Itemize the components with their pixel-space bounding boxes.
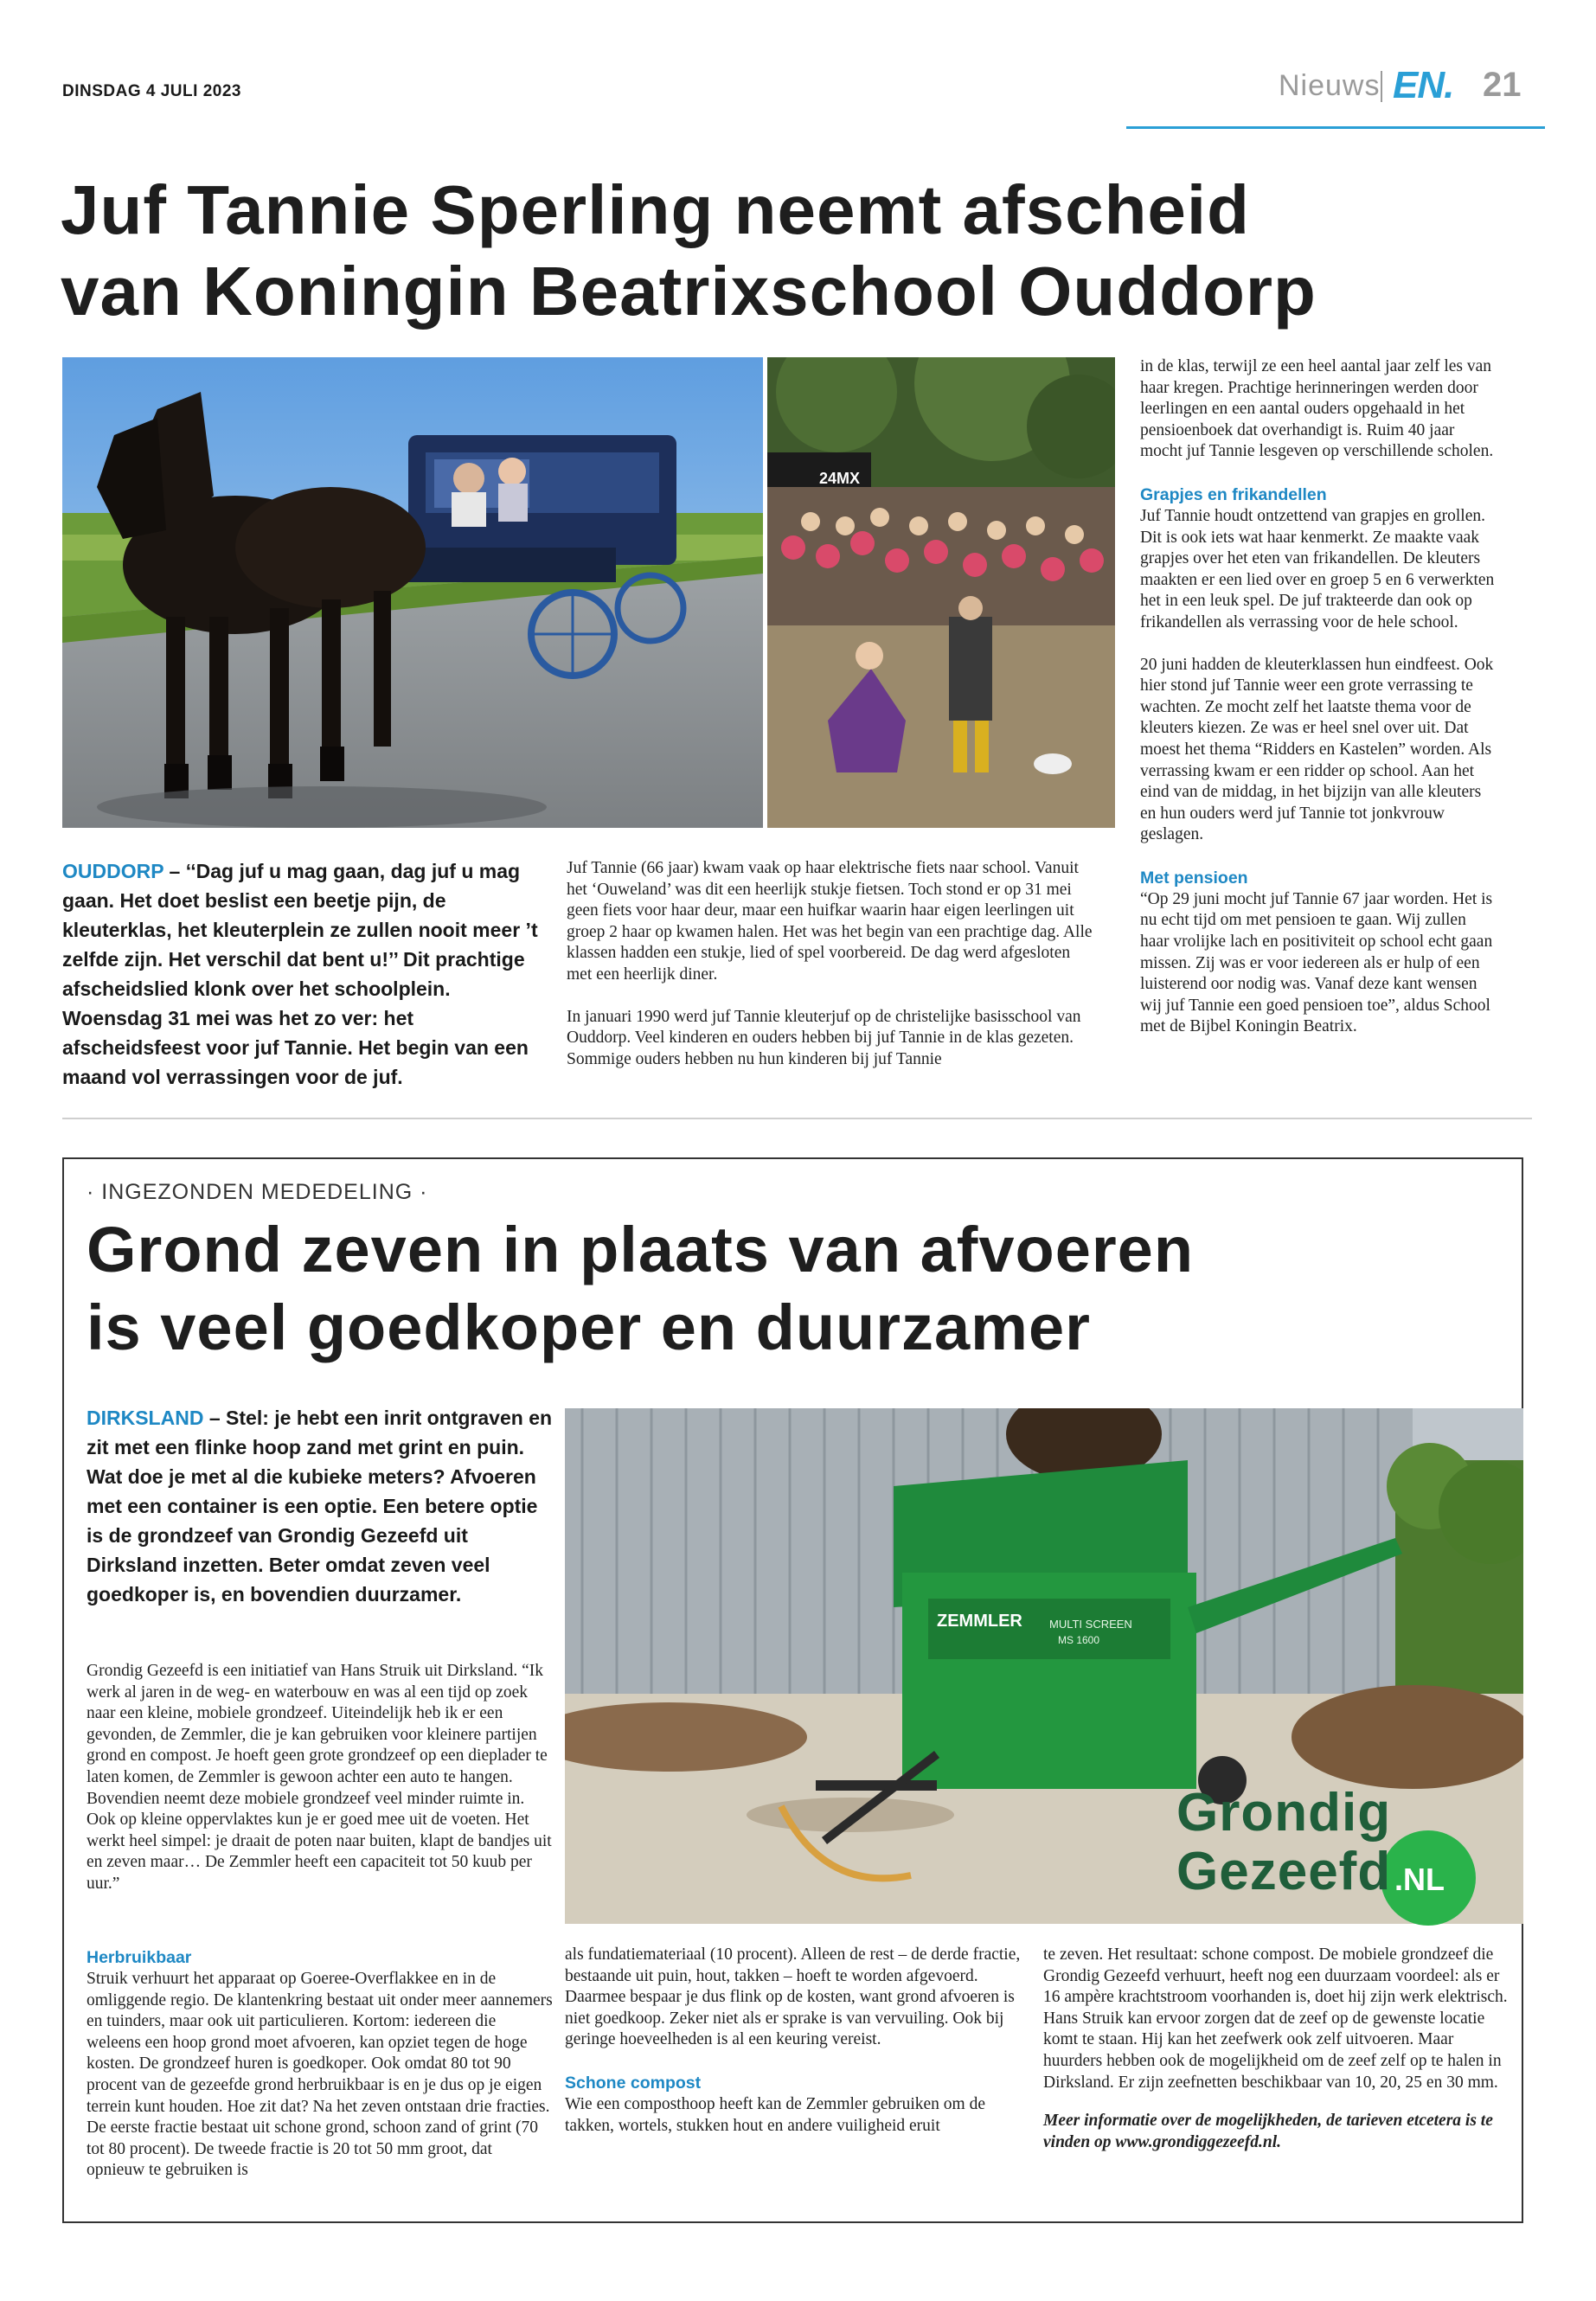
machine-model-text: MULTI SCREEN	[1049, 1618, 1132, 1631]
article-title-line-2: van Koningin Beatrixschool Ouddorp	[61, 253, 1317, 330]
advertorial-title-line-1: Grond zeven in plaats van afvoeren	[87, 1214, 1195, 1285]
article-title	[61, 170, 1358, 332]
subheading: Met pensioen	[1140, 868, 1248, 888]
logo-suffix: .NL	[1394, 1862, 1445, 1897]
advertorial-intro	[87, 1661, 554, 1895]
header-rule	[1126, 126, 1545, 129]
body-paragraph: Struik verhuurt het apparaat op Goeree-Overflakkee en in de omliggende regio. De klantenkring bestaat uit onder meer aannemers en tuinders, maar ook uit particulieren. Kortom: iedereen die weleens een hoop grond moet afvoeren, kan opziet tegen de hoge kosten. De grondzeef huren is goedkoper. Ook omdat 80 tot 90 procent van de gezeefde grond herbruikbaar is en je dus op je eigen terrein kunt houden. Hoe zit dat? Na het zeven ontstaan drie fracties. De eerste fractie bestaat uit schone grond, schoon zand of grint (70 tot 80 procent). De tweede fractie is 20 tot 50 mm groot, dat opnieuw te gebruiken is	[87, 1970, 553, 2180]
advertorial-lead	[87, 1403, 554, 1609]
farewell-party-photo	[767, 357, 1115, 828]
subheading: Grapjes en frikandellen	[1140, 484, 1327, 504]
dateline-location: OUDDORP	[62, 860, 164, 882]
body-paragraph: In januari 1990 werd juf Tannie kleuterjuf op de christelijke basisschool van Ouddorp. Veel kinderen en ouders hebben bij juf Tannie in de klas gezeten. Sommige ouders hebben nu hun kinderen bij juf Tannie	[567, 1007, 1081, 1068]
advertorial-kicker: · INGEZONDEN MEDEDELING ·	[87, 1180, 428, 1204]
logo-line-2: Gezeefd	[1176, 1842, 1392, 1901]
article-lead	[62, 856, 547, 1092]
lead-text: – Stel: je hebt een inrit ontgraven en zit met een flinke hoop zand met grint en puin. Wat doe je met al die kubieke meters? Afvoeren met een container is een optie. Een betere optie is de grondzeef van Grondig Gezeefd uit Dirksland inzetten. Beter omdat zeven veel goedkoper is, en bovendien duurzamer.	[87, 1407, 553, 1606]
body-paragraph: Grondig Gezeefd is een initiatief van Hans Struik uit Dirksland. “Ik werk al jaren in de weg- en waterbouw en was al een tijd op zoek naar een kleine, mobiele grondzeef. Uiteindelijk heb ik er een gevonden, de Zemmler, die je kan gebruiken voor kleinere partijen grond en compost. Je hoeft geen grote grondzeef op een dieplader te laten komen, de Zemmler is gewoon achter een auto te hangen. Bovendien neemt deze mobiele grondzeef veel minder ruimte in. Ook op kleine oppervlaktes kun je er goed mee uit de voeten. Het werkt heel simpel: je draait de poten naar buiten, klapt de bandjes uit en zeven maar… De Zemmler heeft een capaciteit tot 50 kuub per uur.”	[87, 1662, 552, 1893]
issue-date: DINSDAG 4 JULI 2023	[62, 82, 241, 100]
body-paragraph: Wie een composthoop heeft kan de Zemmler gebruiken om de takken, wortels, stukken hout en andere vuiligheid eruit	[565, 2094, 986, 2135]
page-number: 21	[1483, 66, 1522, 104]
section-divider	[62, 1118, 1532, 1119]
article-column-3	[1140, 356, 1497, 1038]
body-paragraph: als fundatiemateriaal (10 procent). Alleen de rest – de derde fractie, bestaande uit puin, hout, takken – hoeft te worden afgevoerd. Daarmee bespaar je dus flink op de kosten, want grond afvoeren is niet goedkoop. Zeker niet als er sprake is van vervuiling. Ook bij geringe hoeveelheden is al een keuring vereist.	[565, 1945, 1021, 2049]
subheading: Herbruikbaar	[87, 1948, 192, 1967]
brand-logo: EN.	[1393, 64, 1454, 106]
carriage-photo	[62, 357, 763, 828]
lead-text: – ‘‘Dag juf u mag gaan, dag juf u mag gaan. Het doet beslist een beetje pijn, de kleuterklas, het kleuterplein ze zullen nooit meer ’t zelfde zijn. Het verschil dat bent u!’’ Dit prachtige afscheidslied klonk over het schoolplein. Woensdag 31 mei was het zo ver: het afscheidsfeest voor juf Tannie. Het begin van een maand vol verrassingen voor de juf.	[62, 860, 538, 1088]
page-header-right	[1272, 66, 1547, 109]
more-info-link-text: Meer informatie over de mogelijkheden, de tarieven etcetera is te vinden op www.grondiggezeefd.nl.	[1043, 2112, 1493, 2151]
body-paragraph: Juf Tannie (66 jaar) kwam vaak op haar elektrische fiets naar school. Vanuit het ‘Ouweland’ was dit een heerlijk stukje fietsen. Toch stond er op 31 mei geen fiets voor haar deur, maar een huifkar waarin haar eigen leerlingen uit groep 2 haar op kwamen halen. Het was het begin van een prachtige dag. Alle klassen hadden een stukje, lied of spel voorbereid. De dag werd afgesloten met een heerlijk diner.	[567, 859, 1093, 984]
header-separator	[1381, 71, 1382, 102]
article-title-line-1: Juf Tannie Sperling neemt afscheid	[61, 171, 1251, 248]
body-paragraph: in de klas, terwijl ze een heel aantal jaar zelf les van haar kregen. Prachtige herinneringen werden door leerlingen en een aantal ouders opgehaald in het pensioenboek dat overhandigt is. Ruim 40 jaar mocht juf Tannie lesgeven op verschillende scholen.	[1140, 357, 1494, 461]
grondig-gezeefd-logo	[1176, 1782, 1488, 1920]
section-name: Nieuws	[1279, 69, 1381, 102]
body-paragraph: Juf Tannie houdt ontzettend van grapjes en grollen. Dit is ook iets wat haar kenmerkt. Ze maakte vaak grapjes over het eten van frikandellen. De kleuters maakten er een lied over en groep 5 en 6 verwerkten het in een leuk spel. De juf trakteerde dan ook op frikandellen als verrassing voor de hele school.	[1140, 506, 1495, 631]
dateline-location: DIRKSLAND	[87, 1407, 204, 1429]
body-paragraph: te zeven. Het resultaat: schone compost. De mobiele grondzeef die Grondig Gezeefd verhuurt, heeft nog een duurzaam voordeel: als er 16 ampère krachtstroom voorhanden is, doet hij zijn werk elektrisch. Hans Struik kan ervoor zorgen dat de zeef op de gewenste locatie komt te staan. Hij kan het zeefwerk ook zelf uitvoeren. Maar huurders hebben ook de mogelijkheid om de zeef zelf op te halen in Dirksland. Er zijn zeefnetten beschikbaar van 10, 20, 25 en 30 mm.	[1043, 1945, 1508, 2092]
article-column-2	[567, 858, 1099, 1070]
machine-number-text: MS 1600	[1058, 1634, 1100, 1646]
advertorial-title	[87, 1211, 1436, 1367]
event-banner-text: 24MX	[819, 470, 861, 487]
body-paragraph: 20 juni hadden de kleuterklassen hun eindfeest. Ook hier stond juf Tannie weer een grote verrassing te wachten. Ze mocht zelf het laatste thema voor de kleuters kiezen. Ze was er heel snel over uit. Dat moest het thema “Ridders en Kastelen” worden. Als verrassing kwam er een ridder op school. Aan het eind van de middag, in het bijzijn van alle kleuters en hun ouders werd juf Tannie tot jonkvrouw geslagen.	[1140, 655, 1494, 844]
logo-line-1: Grondig	[1176, 1783, 1392, 1843]
machine-brand-text: ZEMMLER	[937, 1612, 1022, 1631]
advertorial-column-1	[87, 1945, 554, 2182]
subheading: Schone compost	[565, 2073, 702, 2093]
advertorial-column-3	[1043, 1945, 1510, 2153]
advertorial-title-line-2: is veel goedkoper en duurzamer	[87, 1292, 1091, 1363]
body-paragraph: “Op 29 juni mocht juf Tannie 67 jaar worden. Het is nu echt tijd om met pensioen te gaan. Wij zullen haar vrolijke lach en positiviteit op school echt gaan missen. Zij was er voor iedereen als er hulp of een luisterend oor nodig was. Vanaf deze kant wensen wij juf Tannie een goed pensioen toe”, aldus School met de Bijbel Koningin Beatrix.	[1140, 889, 1493, 1036]
advertorial-column-2	[565, 1945, 1023, 2137]
